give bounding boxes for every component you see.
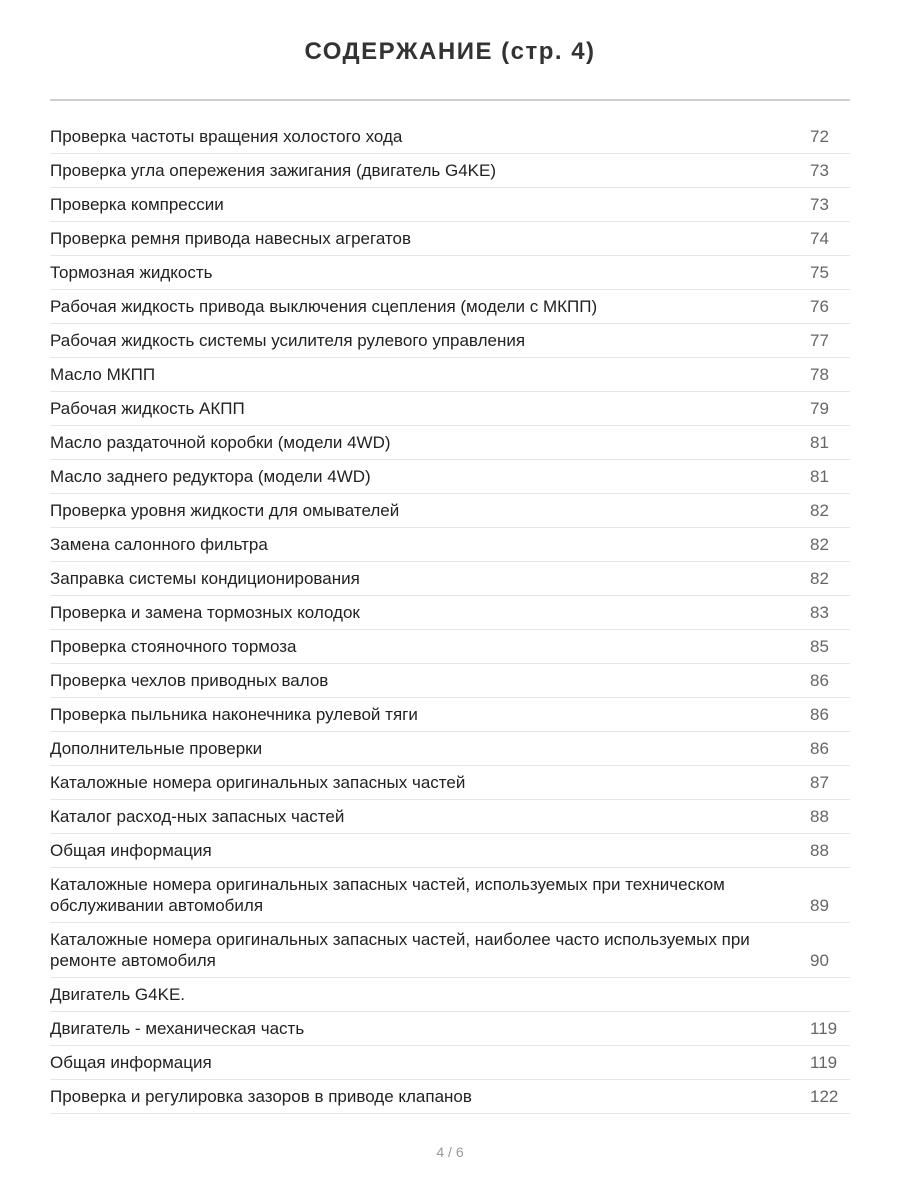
title-divider (50, 99, 850, 101)
toc-entry[interactable] (50, 222, 850, 256)
toc-entry-title[interactable]: Замена салонного фильтра (50, 535, 268, 554)
toc-entry-title[interactable]: Масло заднего редуктора (модели 4WD) (50, 467, 371, 486)
toc-entry-title[interactable]: Тормозная жидкость (50, 263, 213, 282)
toc-entry-title[interactable]: Рабочая жидкость системы усилителя рулевого управления (50, 331, 526, 350)
toc-entry-page-number: 86 (810, 705, 829, 724)
toc-entry-title[interactable]: Каталожные номера оригинальных запасных частей (50, 773, 466, 792)
toc-entry[interactable] (50, 923, 850, 978)
toc-entry-title[interactable]: Проверка уровня жидкости для омывателей (50, 501, 400, 520)
toc-entry-page-number: 81 (810, 433, 829, 452)
toc-entry[interactable] (50, 596, 850, 630)
toc-entry-page-number: 82 (810, 535, 829, 554)
toc-entry[interactable] (50, 800, 850, 834)
toc-entry[interactable] (50, 1012, 850, 1046)
toc-entry-title[interactable]: Масло МКПП (50, 365, 156, 384)
toc-entry-title[interactable]: Заправка системы кондиционирования (50, 569, 360, 588)
toc-entry-page-number: 81 (810, 467, 829, 486)
toc-entry-page-number: 77 (810, 331, 829, 350)
toc-entry[interactable] (50, 732, 850, 766)
toc-entry-page-number: 75 (810, 263, 829, 282)
toc-entry[interactable] (50, 834, 850, 868)
toc-entry[interactable] (50, 868, 850, 923)
toc-entry-page-number: 85 (810, 637, 829, 656)
toc-entry-title[interactable]: Двигатель G4KE. (50, 985, 186, 1004)
toc-entry[interactable] (50, 324, 850, 358)
toc-entry[interactable] (50, 494, 850, 528)
toc-entry-page-number: 76 (810, 297, 829, 316)
toc-entry[interactable] (50, 630, 850, 664)
toc-entry-title[interactable]: Каталожные номера оригинальных запасных частей, используемых при техническом обслуживании автомобиля (50, 875, 725, 915)
toc-entry-page-number: 74 (810, 229, 829, 248)
toc-entry-title[interactable]: Проверка чехлов приводных валов (50, 671, 329, 690)
toc-entry-page-number: 89 (810, 896, 829, 915)
toc-entry-page-number: 86 (810, 671, 829, 690)
toc-entry-page-number: 82 (810, 501, 829, 520)
toc-entry[interactable] (50, 1046, 850, 1080)
toc-entry-page-number: 82 (810, 569, 829, 588)
toc-entry-title[interactable]: Проверка ремня привода навесных агрегатов (50, 229, 411, 248)
toc-entry-title[interactable]: Проверка пыльника наконечника рулевой тяги (50, 705, 418, 724)
toc-entry-page-number: 122 (810, 1087, 839, 1106)
toc-entry-page-number: 83 (810, 603, 829, 622)
toc-entry-title[interactable]: Рабочая жидкость привода выключения сцепления (модели с МКПП) (50, 297, 598, 316)
toc-entry-page-number: 78 (810, 365, 829, 384)
toc-entry[interactable] (50, 528, 850, 562)
toc-entry[interactable] (50, 978, 850, 1012)
toc-entry-page-number: 90 (810, 951, 829, 970)
toc-entry-title[interactable]: Общая информация (50, 841, 212, 860)
page-title: СОДЕРЖАНИЕ (стр. 4) (304, 38, 596, 65)
toc-entry-title[interactable]: Проверка стояночного тормоза (50, 637, 297, 656)
toc-entry-page-number: 73 (810, 161, 829, 180)
toc-entry-page-number: 88 (810, 807, 829, 826)
page-number: 4 / 6 (436, 1144, 464, 1160)
toc-entry-page-number: 88 (810, 841, 829, 860)
toc-entry[interactable] (50, 290, 850, 324)
toc-entry[interactable] (50, 766, 850, 800)
toc-entry-title[interactable]: Каталожные номера оригинальных запасных частей, наиболее часто используемых при ремонте автомобиля (50, 930, 750, 970)
toc-entry-title[interactable]: Проверка частоты вращения холостого хода (50, 127, 403, 146)
toc-entry-title[interactable]: Проверка угла опережения зажигания (двигатель G4KE) (50, 161, 496, 180)
toc-entry-title[interactable]: Рабочая жидкость АКПП (50, 399, 245, 418)
toc-entry-title[interactable]: Каталог расход-ных запасных частей (50, 807, 345, 826)
toc-entry[interactable] (50, 120, 850, 154)
toc-entry-title[interactable]: Двигатель - механическая часть (50, 1019, 305, 1038)
toc-entry[interactable] (50, 460, 850, 494)
toc-entry-page-number: 73 (810, 195, 829, 214)
toc-entry-title[interactable]: Дополнительные проверки (50, 739, 263, 758)
toc-entry[interactable] (50, 188, 850, 222)
toc-entry[interactable] (50, 358, 850, 392)
toc-entry-page-number: 79 (810, 399, 829, 418)
toc-entry-title[interactable]: Проверка и регулировка зазоров в приводе клапанов (50, 1087, 472, 1106)
toc-entry-page-number: 119 (810, 1053, 838, 1072)
toc-entry-page-number: 87 (810, 773, 829, 792)
toc-entry[interactable] (50, 256, 850, 290)
toc-entry[interactable] (50, 1080, 850, 1114)
toc-entry-title[interactable]: Проверка и замена тормозных колодок (50, 603, 360, 622)
toc-entry[interactable] (50, 426, 850, 460)
toc-entry-page-number: 119 (810, 1019, 838, 1038)
toc-entry-title[interactable]: Масло раздаточной коробки (модели 4WD) (50, 433, 391, 452)
toc-entry-page-number: 86 (810, 739, 829, 758)
toc-entry-title[interactable]: Проверка компрессии (50, 195, 224, 214)
toc-entry-page-number: 72 (810, 127, 829, 146)
table-of-contents (50, 120, 850, 1114)
toc-entry-title[interactable]: Общая информация (50, 1053, 212, 1072)
toc-entry[interactable] (50, 392, 850, 426)
toc-entry[interactable] (50, 698, 850, 732)
toc-entry[interactable] (50, 154, 850, 188)
toc-entry[interactable] (50, 562, 850, 596)
toc-entry[interactable] (50, 664, 850, 698)
